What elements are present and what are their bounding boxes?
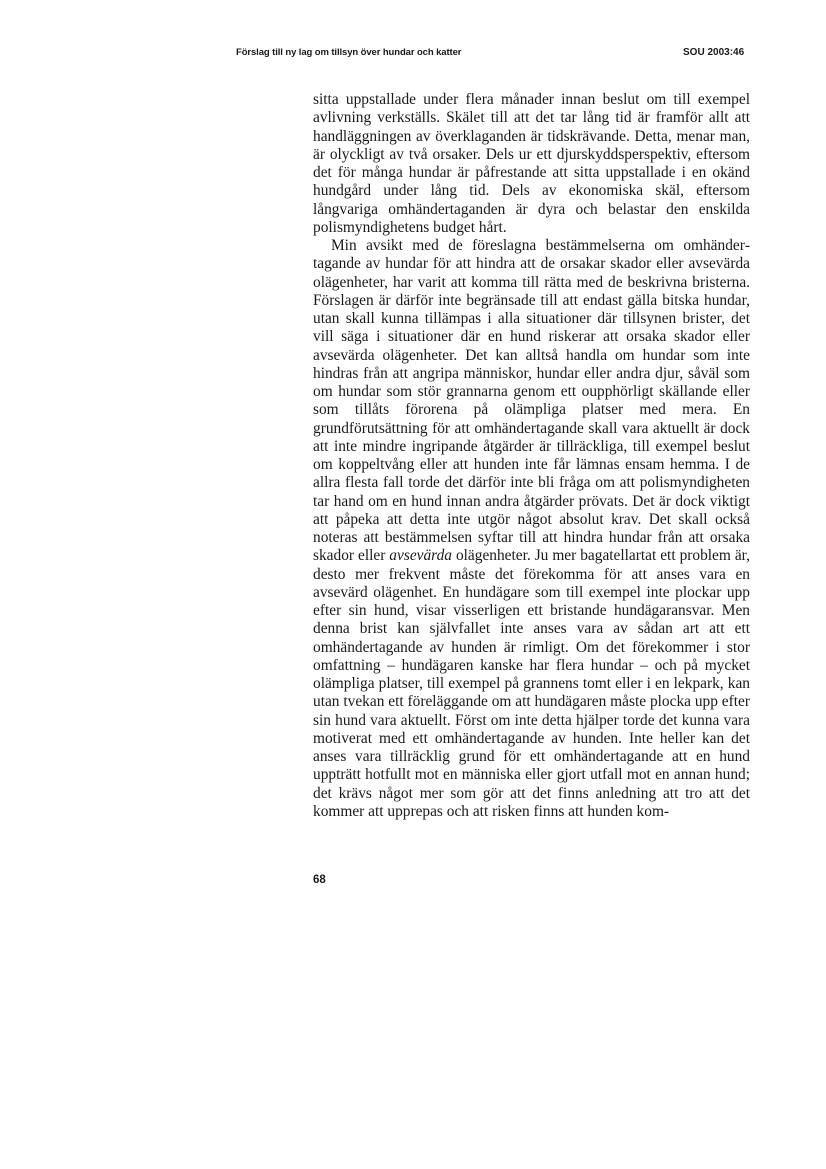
running-head-title: Förslag till ny lag om tillsyn över hundar och katter xyxy=(236,47,462,58)
paragraph-2-part-1: Min avsikt med de föreslagna bestämmelserna om omhändertagande av hundar för att hindra att de orsakar skador eller avsevärda olägenheter, har varit att komma till rätta med de beskrivna bristerna. Förslagen är därför inte begränsade till att endast gälla bitska hundar, utan skall kunna tillämpas i alla situationer där tillsynen brister, det vill säga i situationer där en hund riskerar att orsaka skador eller avsevärda olägenheter. Det kan alltså handla om hundar som inte hindras från att angripa människor, hundar eller andra djur, såväl som om hundar som stör grannarna genom ett oupphörligt skällande eller som tillåts förorena på olämpliga platser med mera. En grundförutsättning för att omhändertagande skall vara aktuellt är dock att inte mindre ingripande åtgärder är tillräckliga, till exempel beslut om koppeltvång eller att hunden inte får lämnas ensam hemma. I de allra flesta fall torde det därför inte bli fråga om att polismyndigheten tar hand om en hund innan andra åtgärder prövats. Det är dock viktigt att påpeka att detta inte utgör något absolut krav. Det skall också noteras att bestämmelsen syftar till att hindra hundar från att orsaka skador eller xyxy=(313,237,750,565)
emphasis-text: avsevärda xyxy=(389,547,452,565)
body-text xyxy=(313,91,750,821)
paragraph-2-part-2: olägenheter. Ju mer bagatellartat ett problem är, desto mer frekvent måste det förekomma för att anses vara en avsevärd olägenhet. En hundägare som till exempel inte plockar upp efter sin hund, visar visserligen ett bristande hundägaransvar. Men denna brist kan självfallet inte anses vara av sådan art att ett omhändertagande av hunden är rimligt. Om det förekommer i stor omfattning – hundägaren kanske har flera hundar – och på mycket olämpliga platser, till exempel på grannens tomt eller i en lekpark, kan utan tvekan ett föreläggande om att hundägaren måste plocka upp efter sin hund vara aktuellt. Först om inte detta hjälper torde det kunna vara motiverat med ett omhändertagande av hunden. Inte heller kan det anses vara tillräcklig grund för ett omhändertagande att en hund uppträtt hotfullt mot en människa eller gjort utfall mot en annan hund; det krävs något mer som gör att det finns anledning att tro att det kommer att upprepas och att risken finns att hunden kom- xyxy=(313,547,750,820)
running-head-report-number: SOU 2003:46 xyxy=(683,47,745,58)
page-number: 68 xyxy=(313,874,326,886)
paragraph-2 xyxy=(313,237,750,821)
paragraph-1: sitta uppstallade under flera månader innan beslut om till exempel avlivning verkställs. Skälet till att det tar lång tid är framför allt att handläggningen av överklaganden är tidskrävande. Detta, menar man, är olyckligt av två orsaker. Dels ur ett djurskyddsperspektiv, eftersom det för många hundar är påfrestande att sitta uppstallade i en okänd hundgård under lång tid. Dels av ekonomiska skäl, eftersom långvariga omhändertaganden är dyra och belastar den enskilda polismyndighetens budget hårt. xyxy=(313,91,750,236)
